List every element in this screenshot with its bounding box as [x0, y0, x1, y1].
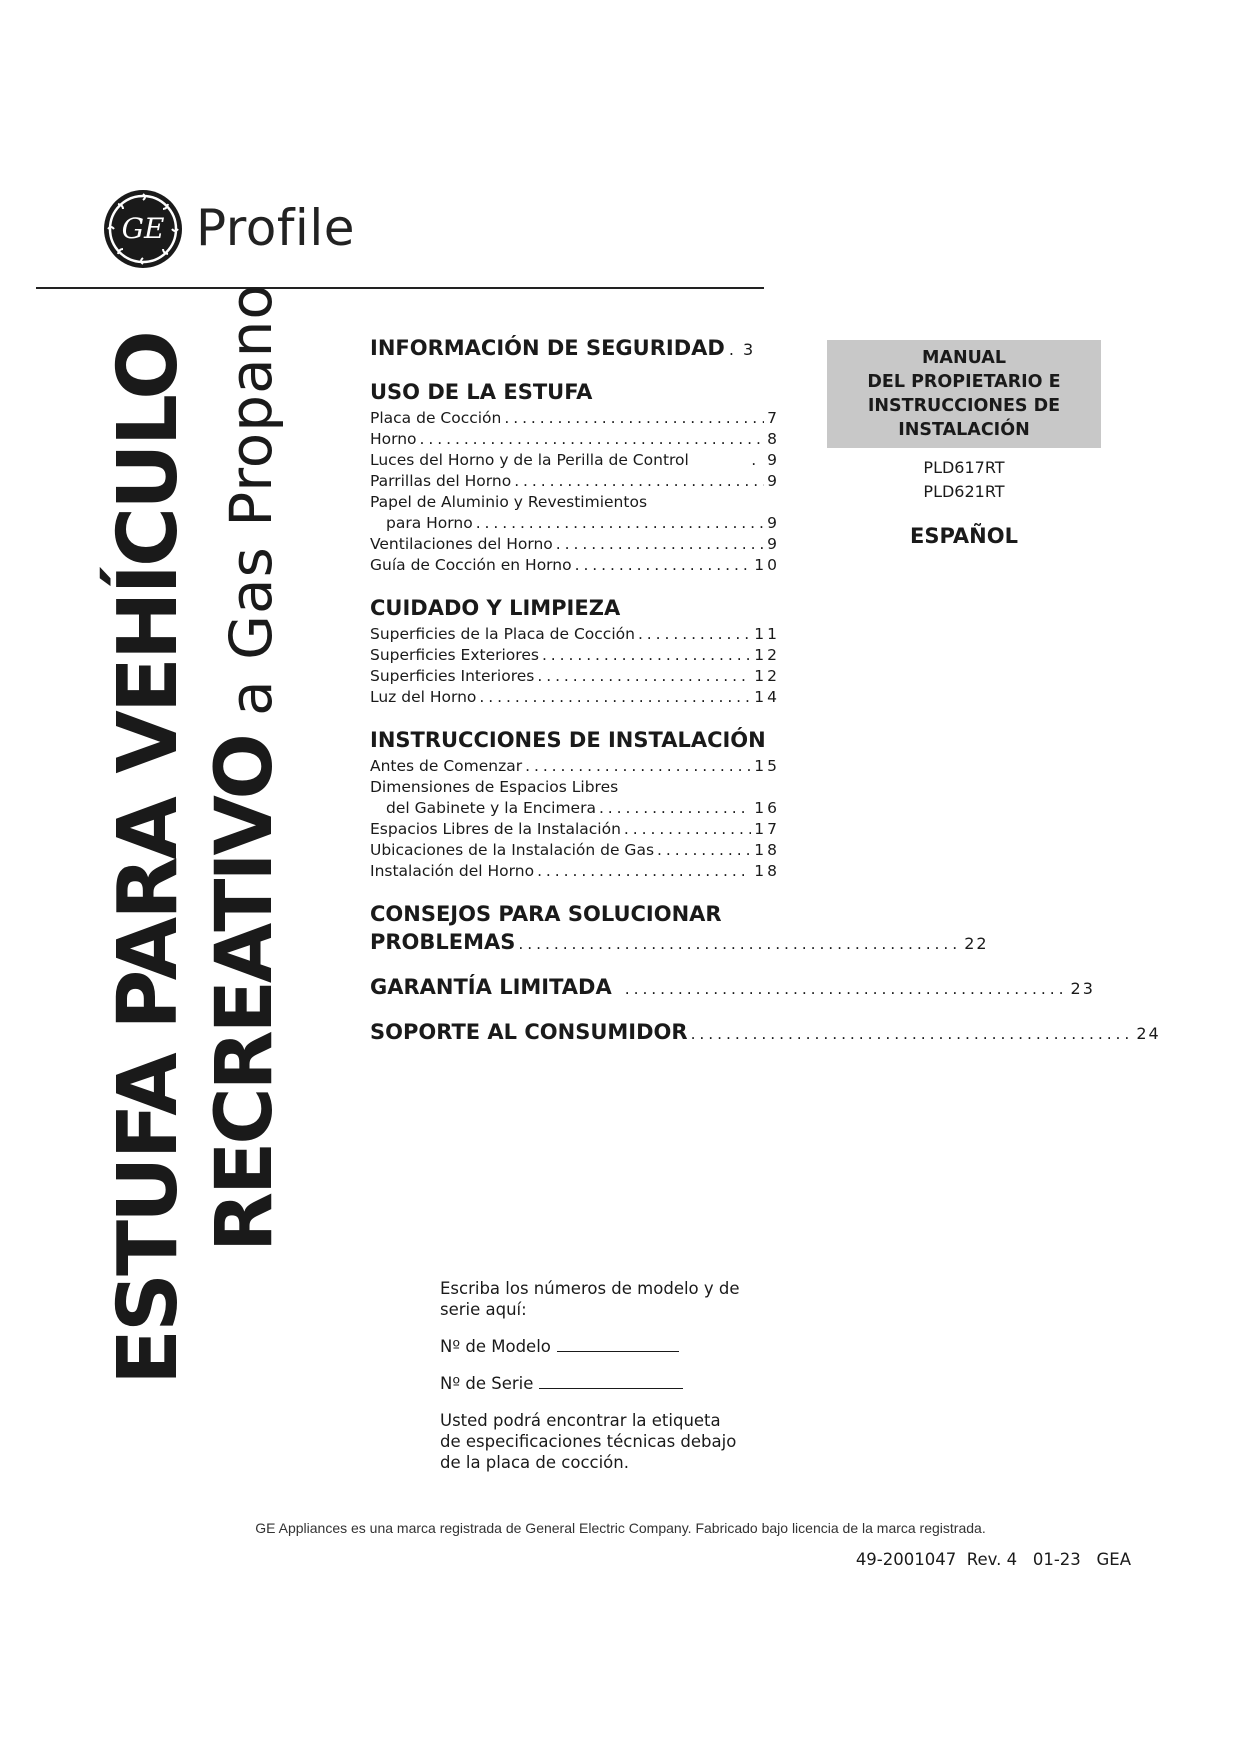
toc-item[interactable] — [370, 513, 780, 534]
ge-profile-logo — [104, 190, 404, 270]
toc-section-care — [370, 596, 780, 708]
toc-item[interactable] — [370, 756, 780, 777]
toc-item[interactable] — [370, 471, 780, 492]
model-serial-record — [440, 1278, 770, 1489]
manual-title-line: INSTRUCCIONES DE — [867, 396, 1061, 416]
toc-item[interactable] — [370, 534, 780, 555]
toc-section-support — [370, 1020, 1161, 1045]
header-rule — [36, 287, 764, 289]
toc-item[interactable] — [370, 450, 780, 471]
ge-monogram-icon — [104, 190, 182, 268]
title-line1: ESTUFA PARA VEHÍCULO — [101, 333, 196, 1385]
toc-item[interactable] — [370, 624, 780, 645]
toc-item-page: 16 — [754, 799, 780, 817]
toc-page: 22 — [964, 934, 989, 953]
toc-item[interactable] — [370, 555, 780, 576]
toc-item-label: Superficies Exteriores — [370, 646, 539, 664]
toc-item[interactable] — [370, 798, 780, 819]
brand-name: Profile — [196, 199, 355, 257]
model-number-label: Nº de Modelo — [440, 1337, 551, 1356]
model-number-blank[interactable] — [557, 1336, 679, 1352]
toc-heading[interactable]: CONSEJOS PARA SOLUCIONAR — [370, 902, 722, 926]
toc-item[interactable] — [370, 408, 780, 429]
logo-text: GE — [121, 212, 165, 245]
toc-item-label: Parrillas del Horno — [370, 472, 512, 490]
toc-item-page: 18 — [754, 841, 780, 859]
toc-item-page: 14 — [754, 688, 780, 706]
toc-item-page: 12 — [754, 667, 780, 685]
manual-title-line: INSTALACIÓN — [898, 420, 1030, 440]
record-intro: Escriba los números de modelo y de serie aquí: — [440, 1279, 740, 1319]
toc-item-label: Antes de Comenzar — [370, 757, 523, 775]
toc-item[interactable] — [370, 492, 780, 513]
model-number: PLD621RT — [923, 482, 1005, 501]
toc-heading[interactable]: INSTRUCCIONES DE INSTALACIÓN — [370, 728, 766, 752]
toc-item-label: Placa de Cocción — [370, 409, 502, 427]
toc-item[interactable] — [370, 861, 780, 882]
document-number: 49-2001047 Rev. 4 01-23 GEA — [855, 1550, 1131, 1569]
toc-item-label: Guía de Cocción en Horno — [370, 556, 572, 574]
toc-item-label: Horno — [370, 430, 417, 448]
toc-heading[interactable]: SOPORTE AL CONSUMIDOR — [370, 1020, 688, 1044]
toc-item-label: Espacios Libres de la Instalación — [370, 820, 621, 838]
model-number: PLD617RT — [923, 458, 1005, 477]
toc-item-page: 11 — [754, 625, 780, 643]
toc-page: 23 — [1070, 979, 1095, 998]
toc-item-label: Papel de Aluminio y Revestimientos — [370, 493, 648, 511]
manual-title-line: DEL PROPIETARIO E — [867, 372, 1061, 392]
serial-number-blank[interactable] — [539, 1373, 683, 1389]
toc-item-label: Instalación del Horno — [370, 862, 535, 880]
toc-item[interactable] — [370, 645, 780, 666]
toc-item-label: Dimensiones de Espacios Libres — [370, 778, 619, 796]
toc-item-label: para Horno — [386, 514, 473, 532]
toc-item-page: 17 — [754, 820, 780, 838]
trademark-notice: GE Appliances es una marca registrada de General Electric Company. Fabricado bajo licencia de la marca registrada. — [255, 1520, 986, 1536]
toc-item-page: . 9 — [751, 451, 780, 469]
toc-item-page: 9 — [767, 514, 780, 532]
manual-title-box — [827, 340, 1101, 448]
toc-item-label: Luces del Horno y de la Perilla de Control — [370, 451, 689, 469]
toc-item[interactable] — [370, 429, 780, 450]
title-line2 — [200, 283, 290, 1252]
toc-item-page: 10 — [754, 556, 780, 574]
toc-section-warranty — [370, 975, 1095, 1000]
toc-heading-cont[interactable]: PROBLEMAS — [370, 930, 516, 954]
language-label: ESPAÑOL — [910, 524, 1018, 548]
toc-page: 24 — [1136, 1024, 1161, 1043]
toc-item[interactable] — [370, 687, 780, 708]
toc-section-install — [370, 728, 780, 882]
toc-item[interactable] — [370, 840, 780, 861]
toc-section-safety — [370, 336, 780, 360]
toc-item-label: Luz del Horno — [370, 688, 477, 706]
toc-item[interactable] — [370, 819, 780, 840]
toc-item[interactable] — [370, 666, 780, 687]
toc-item-label: Superficies Interiores — [370, 667, 535, 685]
manual-title-line: MANUAL — [922, 348, 1006, 368]
toc-item-label: del Gabinete y la Encimera — [386, 799, 596, 817]
toc-heading[interactable]: USO DE LA ESTUFA — [370, 380, 593, 404]
toc-section-using — [370, 380, 780, 576]
toc-item-label: Superficies de la Placa de Cocción — [370, 625, 635, 643]
toc-item-page: 9 — [767, 472, 780, 490]
toc-heading[interactable]: GARANTÍA LIMITADA — [370, 975, 612, 999]
toc-item[interactable] — [370, 777, 780, 798]
toc-item-label: Ventilaciones del Horno — [370, 535, 553, 553]
toc-section-troubleshooting — [370, 902, 989, 955]
toc-item-page: 12 — [754, 646, 780, 664]
toc-heading[interactable]: CUIDADO Y LIMPIEZA — [370, 596, 621, 620]
toc-page: . 3 — [728, 340, 756, 359]
toc-heading[interactable]: INFORMACIÓN DE SEGURIDAD — [370, 336, 725, 360]
toc-item-label: Ubicaciones de la Instalación de Gas — [370, 841, 655, 859]
title-line2-light: a Gas Propano — [217, 283, 285, 716]
record-note: Usted podrá encontrar la etiqueta de especificaciones técnicas debajo de la placa de cocción. — [440, 1411, 737, 1472]
toc-item-page: 8 — [767, 430, 780, 448]
toc-item-page: 9 — [767, 535, 780, 553]
title-line2-bold: RECREATIVO — [200, 736, 290, 1252]
toc-item-page: 15 — [754, 757, 780, 775]
toc-item-page: 18 — [754, 862, 780, 880]
toc-item-page: 7 — [767, 409, 780, 427]
serial-number-label: Nº de Serie — [440, 1374, 534, 1393]
